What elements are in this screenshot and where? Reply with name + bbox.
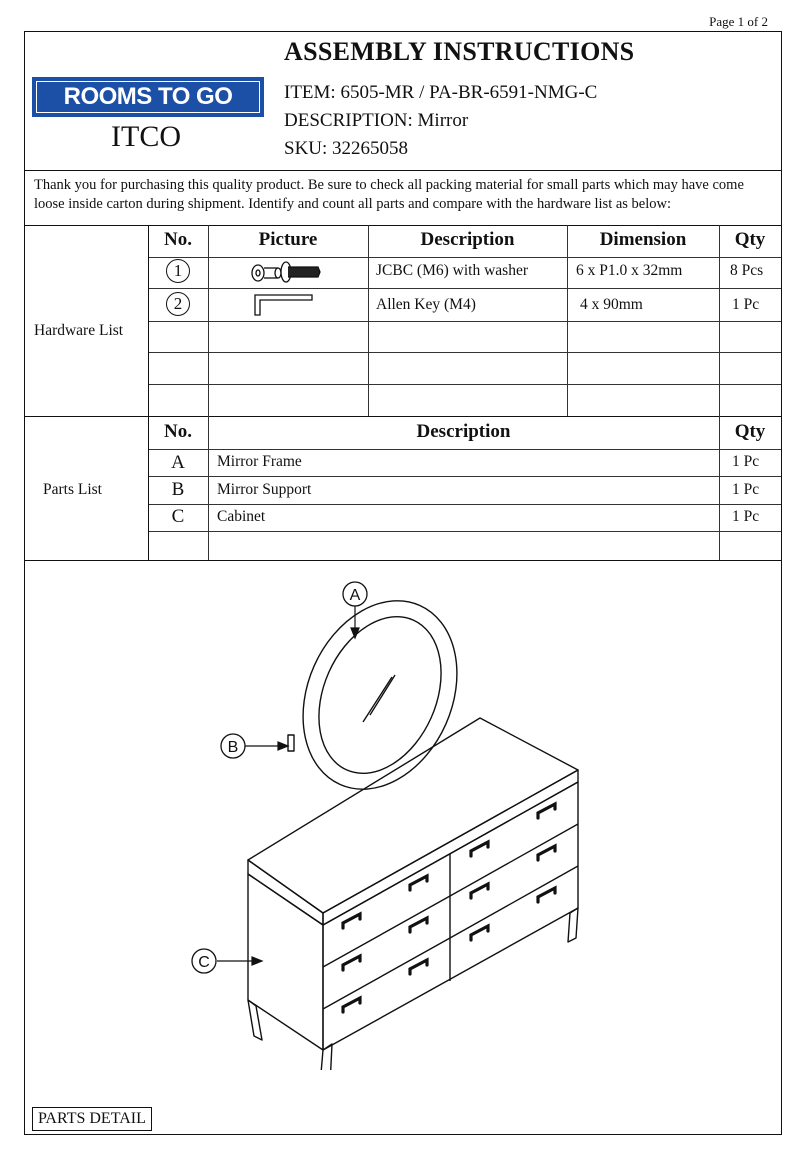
dresser-mirror-diagram xyxy=(180,570,620,1070)
parts-header-description: Description xyxy=(416,421,511,442)
hardware-header-description: Description xyxy=(420,229,515,250)
hardware-header-no: No. xyxy=(164,229,192,250)
item-sku: SKU: 32265058 xyxy=(284,138,409,159)
parts-header-qty: Qty xyxy=(734,421,766,442)
part-qty: 1 Pc xyxy=(732,481,760,498)
callout-a-label: A xyxy=(349,587,361,604)
hardware-qty: 8 Pcs xyxy=(730,262,764,279)
item-description: DESCRIPTION: Mirror xyxy=(284,110,469,131)
part-qty: 1 Pc xyxy=(732,508,760,525)
bolt-with-washer-icon xyxy=(248,259,322,285)
part-letter: C xyxy=(171,506,185,527)
row-number: 1 xyxy=(166,259,190,283)
hardware-header-picture: Picture xyxy=(258,229,318,250)
callout-c-label: C xyxy=(198,954,210,971)
page-title: ASSEMBLY INSTRUCTIONS xyxy=(284,37,635,66)
hardware-dim: 4 x 90mm xyxy=(580,296,643,313)
item-number: ITEM: 6505-MR / PA-BR-6591-NMG-C xyxy=(284,82,598,103)
hardware-header-dimension: Dimension xyxy=(599,229,687,250)
intro-text: Thank you for purchasing this quality product. Be sure to check all packing material for small parts which may have come loose inside carton during shipment. Identify and count all parts and compare with the hardware list as below: xyxy=(34,177,744,212)
hardware-dim: 6 x P1.0 x 32mm xyxy=(576,262,683,279)
part-qty: 1 Pc xyxy=(732,453,760,470)
allen-key-icon xyxy=(252,293,316,319)
table-row xyxy=(166,292,190,316)
part-letter: A xyxy=(171,452,185,473)
page-number: Page 1 of 2 xyxy=(709,14,768,29)
parts-header-no: No. xyxy=(164,421,192,442)
hardware-header-qty: Qty xyxy=(734,229,766,250)
part-desc: Mirror Support xyxy=(217,481,312,498)
part-desc: Cabinet xyxy=(217,508,266,525)
part-desc: Mirror Frame xyxy=(217,453,302,470)
brand-name: ITCO xyxy=(111,120,181,153)
rooms-to-go-logo xyxy=(32,77,264,117)
part-letter: B xyxy=(171,479,185,500)
callout-b-label: B xyxy=(227,739,239,756)
row-number: 2 xyxy=(166,292,190,316)
table-row xyxy=(166,259,190,283)
logo-text: ROOMS TO GO xyxy=(36,81,260,113)
hardware-qty: 1 Pc xyxy=(732,296,760,313)
hardware-desc: Allen Key (M4) xyxy=(376,296,476,313)
hardware-section-label: Hardware List xyxy=(34,322,124,339)
parts-section-label: Parts List xyxy=(43,481,102,498)
parts-detail-label: PARTS DETAIL xyxy=(32,1107,152,1131)
hardware-desc: JCBC (M6) with washer xyxy=(376,262,528,279)
